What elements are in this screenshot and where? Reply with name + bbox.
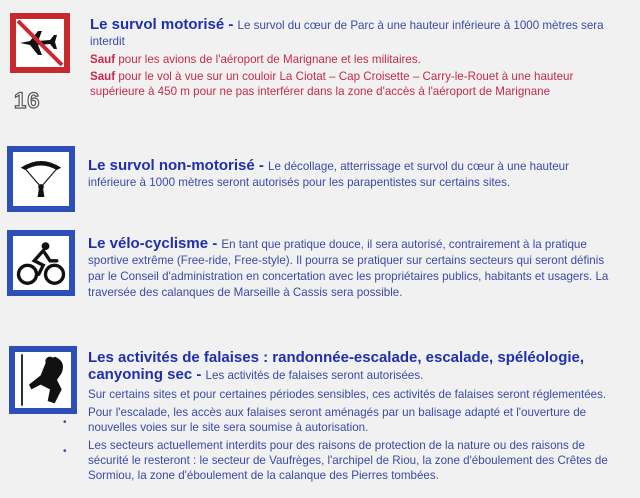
no-aircraft-sign [10, 13, 70, 73]
paragraph: Sur certains sites et pour certaines périodes sensibles, ces activités de falaises seront réglementées. [88, 388, 607, 401]
section-title: Les activités de falaises : randonnée-escalade, escalade, spéléologie, canyoning sec - [88, 349, 585, 383]
paraglider-icon [13, 152, 69, 206]
section-text: En tant que pratique douce, il sera autorisé, contrairement à la pratique sportive extrême (Free-ride, Free-style). Il pourra se pratiquer sur certains secteurs qui seront définis par le Conseil d'administration en concertation avec les propriétaires publics, habitants et usagers. La traversée des calanques de Marseille à Cassis sera possible. [88, 238, 609, 299]
bullet-marker: • [63, 446, 67, 457]
cyclist-icon [13, 236, 69, 290]
bullet-marker: • [63, 417, 67, 428]
paragraph: Pour l'escalade, les accès aux falaises seront aménagés par un balisage adapté et l'ouverture de nouvelles voies sur le site sera soumise à autorisation. [88, 406, 587, 434]
section-title: Le vélo-cyclisme - [88, 235, 222, 252]
exception-line: Sauf pour le vol à vue sur un couloir La Ciotat – Cap Croisette – Carry-le-Rouet à une hauteur supérieure à 450 m pour ne pas interférer dans la zone d'accès à l'aéroport de Marignane [90, 70, 574, 98]
section-non-motorised-overflight [88, 158, 608, 190]
section-cycling [88, 236, 620, 300]
cyclist-sign [7, 230, 75, 296]
section-text: Les activités de falaises seront autorisées. [205, 369, 424, 382]
badge-number: 16 [14, 88, 41, 113]
section-text: Le survol du cœur de Parc à une hauteur inférieure à 1000 mètres sera interdit [90, 19, 604, 48]
no-aircraft-icon [16, 19, 64, 67]
section-title: Le survol non-motorisé - [88, 157, 269, 174]
section-motorised-overflight [90, 17, 620, 99]
climber-icon [15, 352, 71, 408]
section-cliff-activities [88, 349, 623, 483]
climber-sign [9, 346, 77, 414]
paraglider-sign [7, 146, 75, 212]
exception-line: Sauf pour les avions de l'aéroport de Marignane et les militaires. [90, 53, 421, 66]
paragraph: Les secteurs actuellement interdits pour des raisons de protection de la nature ou des raisons de sécurité le resteront : le secteur de Vaufrèges, l'archipel de Riou, la zone d'éboulement des Crêtes de Sormiou, la zone d'éboulement de la calanque des Pierres tombées. [88, 439, 608, 482]
section-title: Le survol motorisé - [90, 16, 238, 33]
section-text: Le décollage, atterrissage et survol du cœur à une hauteur inférieure à 1000 mètres seront autorisés pour les parapentistes sur certains sites. [88, 160, 569, 189]
